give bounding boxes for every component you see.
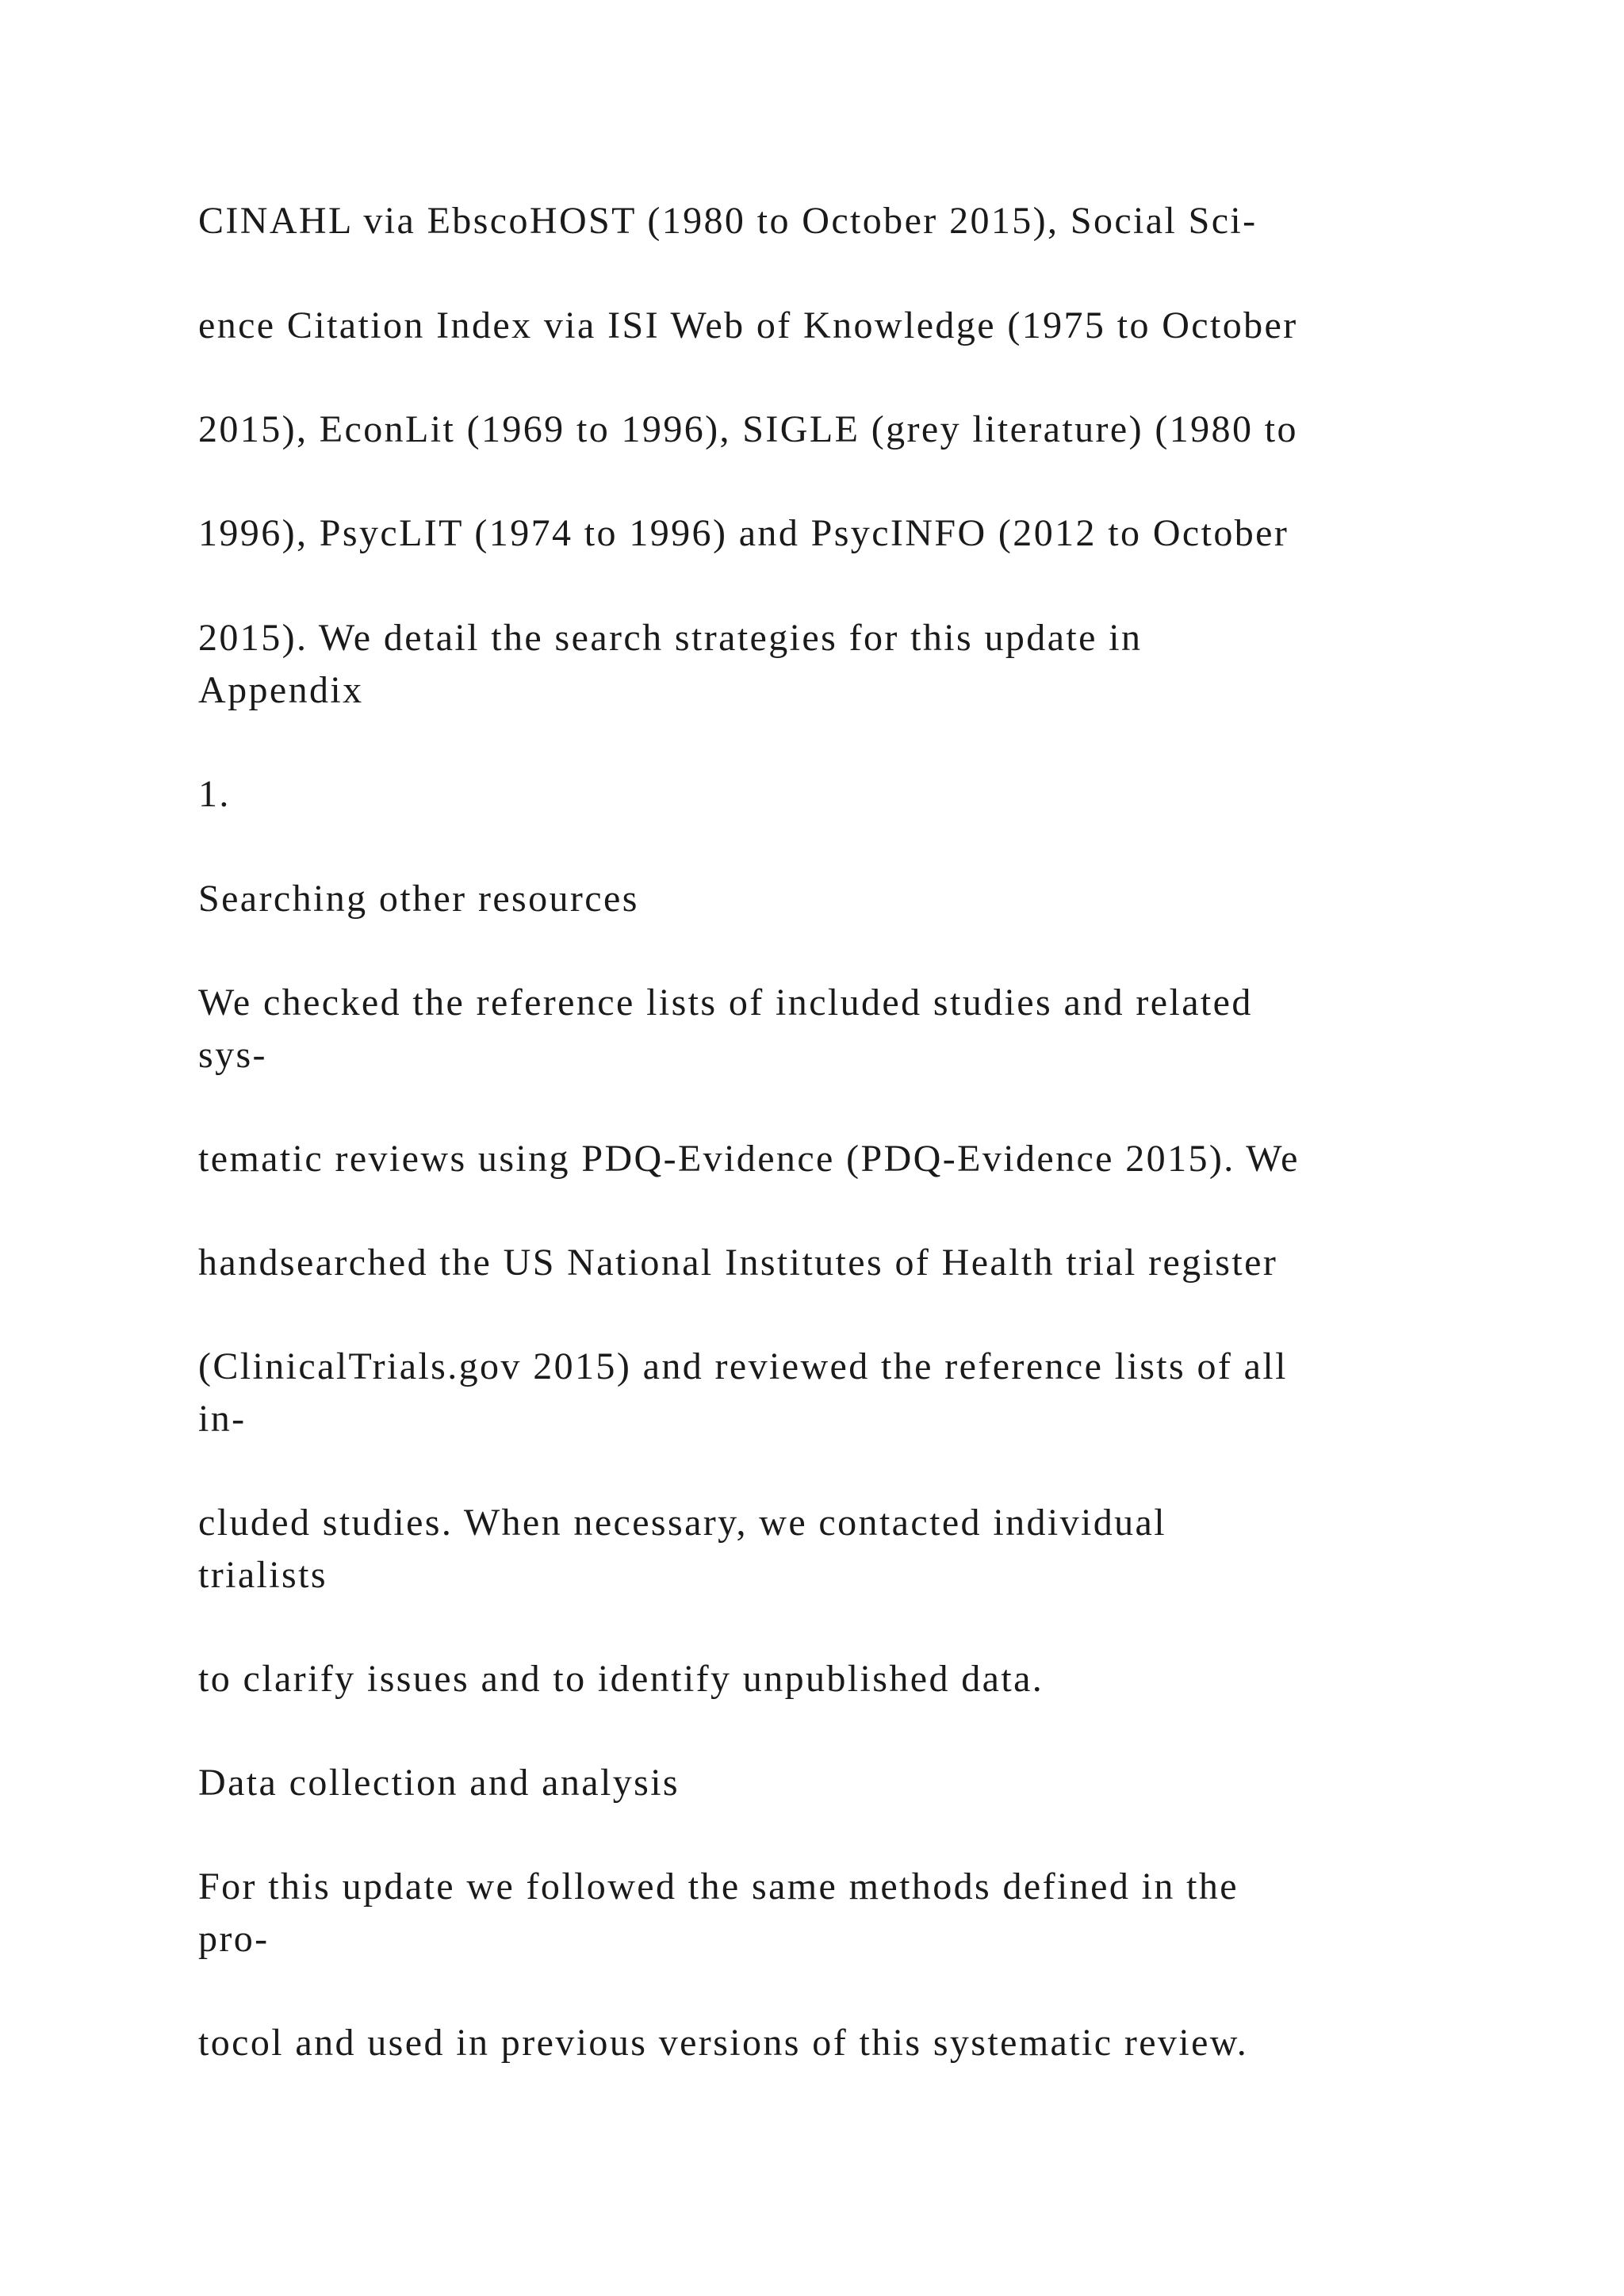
text-line: 2015), EconLit (1969 to 1996), SIGLE (grey literature) (1980 to bbox=[198, 408, 1298, 450]
text-line: 2015). We detail the search strategies for this update in bbox=[198, 617, 1143, 659]
text-line: handsearched the US National Institutes of Health trial register bbox=[198, 1242, 1278, 1284]
text-line: (ClinicalTrials.gov 2015) and reviewed the reference lists of all bbox=[198, 1345, 1288, 1387]
text-line: to clarify issues and to identify unpublished data. bbox=[198, 1658, 1044, 1700]
text-line: 1996), PsycLIT (1974 to 1996) and PsycINFO (2012 to October bbox=[198, 512, 1289, 554]
text-line: For this update we followed the same methods defined in the bbox=[198, 1866, 1239, 1908]
text-line: tocol and used in previous versions of this systematic review. bbox=[198, 2022, 1249, 2064]
text-line: trialists bbox=[198, 1554, 327, 1596]
text-line: CINAHL via EbscoHOST (1980 to October 2015), Social Sci- bbox=[198, 200, 1258, 242]
text-line: cluded studies. When necessary, we contacted individual bbox=[198, 1502, 1166, 1544]
text-line: 1. bbox=[198, 773, 231, 815]
text-line: in- bbox=[198, 1398, 247, 1440]
section-heading-searching-other-resources: Searching other resources bbox=[198, 878, 639, 920]
text-line: We checked the reference lists of included studies and related bbox=[198, 982, 1253, 1024]
text-line: pro- bbox=[198, 1918, 270, 1960]
section-heading-data-collection: Data collection and analysis bbox=[198, 1762, 680, 1804]
text-line: sys- bbox=[198, 1034, 267, 1076]
text-line: ence Citation Index via ISI Web of Knowledge (1975 to October bbox=[198, 304, 1298, 346]
text-line: Appendix bbox=[198, 669, 364, 711]
text-line: tematic reviews using PDQ-Evidence (PDQ-Evidence 2015). We bbox=[198, 1138, 1300, 1180]
